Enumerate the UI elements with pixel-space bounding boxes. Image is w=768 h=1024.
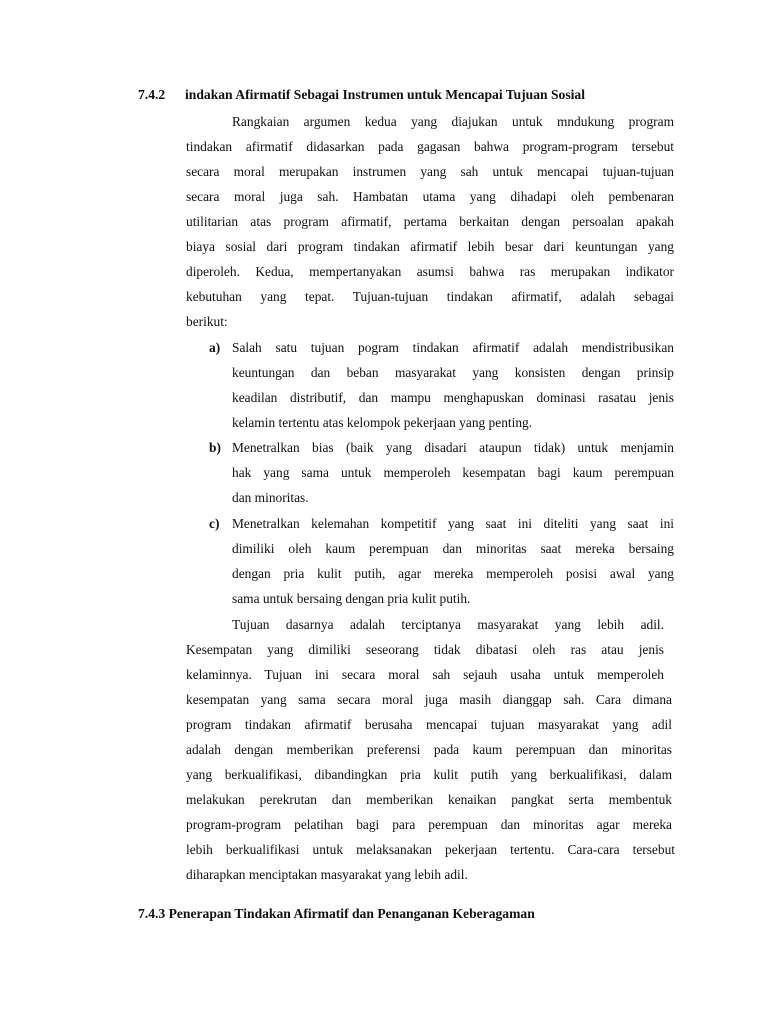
intro-line: berikut: xyxy=(186,314,228,329)
list-marker-b: b) xyxy=(209,440,221,455)
closing-line: Tujuan dasarnya adalah terciptanya masyarakat yang lebih adil. xyxy=(232,617,664,632)
closing-line: program tindakan afirmatif berusaha mencapai tujuan masyarakat yang adil xyxy=(186,717,672,732)
list-item-c-line: dimiliki oleh kaum perempuan dan minoritas saat mereka bersaing xyxy=(232,541,674,556)
intro-line: diperoleh. Kedua, mempertanyakan asumsi bahwa ras merupakan indikator xyxy=(186,264,674,279)
closing-line: melakukan perekrutan dan memberikan kenaikan pangkat serta membentuk xyxy=(186,792,672,807)
closing-line: adalah dengan memberikan preferensi pada kaum perempuan dan minoritas xyxy=(186,742,672,757)
closing-line: kesempatan yang sama secara moral juga masih dianggap sah. Cara dimana xyxy=(186,692,672,707)
closing-line: yang berkualifikasi, dibandingkan pria kulit putih yang berkualifikasi, dalam xyxy=(186,767,672,782)
closing-line: kelaminnya. Tujuan ini secara moral sah sejauh usaha untuk memperoleh xyxy=(186,667,664,682)
intro-line: secara moral juga sah. Hambatan utama yang dihadapi oleh pembenaran xyxy=(186,189,674,204)
list-item-c-line: dengan pria kulit putih, agar mereka memperoleh posisi awal yang xyxy=(232,566,674,581)
section-number: 7.4.2 xyxy=(138,87,166,102)
intro-line: tindakan afirmatif didasarkan pada gagasan bahwa program-program tersebut xyxy=(186,139,674,154)
list-item-b-line: Menetralkan bias (baik yang disadari ataupun tidak) untuk menjamin xyxy=(232,440,674,455)
list-item-a-line: Salah satu tujuan pogram tindakan afirmatif adalah mendistribusikan xyxy=(232,340,674,355)
list-item-b-line: dan minoritas. xyxy=(232,490,309,505)
section-heading-7-4-3: 7.4.3 Penerapan Tindakan Afirmatif dan Penanganan Keberagaman xyxy=(138,906,535,921)
intro-line: Rangkaian argumen kedua yang diajukan untuk mndukung program xyxy=(232,114,674,129)
intro-line: secara moral merupakan instrumen yang sah untuk mencapai tujuan-tujuan xyxy=(186,164,674,179)
closing-line: program-program pelatihan bagi para perempuan dan minoritas agar mereka xyxy=(186,817,672,832)
list-marker-c: c) xyxy=(209,516,220,531)
closing-line: lebih berkualifikasi untuk melaksanakan pekerjaan tertentu. Cara-cara tersebut xyxy=(186,842,675,857)
list-marker-a: a) xyxy=(209,340,221,355)
section-heading-7-4-2 xyxy=(138,87,585,103)
closing-line: Kesempatan yang dimiliki seseorang tidak dibatasi oleh ras atau jenis xyxy=(186,642,664,657)
list-item-a-line: keuntungan dan beban masyarakat yang konsisten dengan prinsip xyxy=(232,365,674,380)
list-item-a-line: kelamin tertentu atas kelompok pekerjaan yang penting. xyxy=(232,415,533,430)
list-item-c-line: Menetralkan kelemahan kompetitif yang saat ini diteliti yang saat ini xyxy=(232,516,674,531)
list-item-b-line: hak yang sama untuk memperoleh kesempatan bagi kaum perempuan xyxy=(232,465,674,480)
intro-line: utilitarian atas program afirmatif, pertama berkaitan dengan persoalan apakah xyxy=(186,214,674,229)
intro-line: biaya sosial dari program tindakan afirmatif lebih besar dari keuntungan yang xyxy=(186,239,674,254)
list-item-c-line: sama untuk bersaing dengan pria kulit putih. xyxy=(232,591,471,606)
closing-line: diharapkan menciptakan masyarakat yang lebih adil. xyxy=(186,867,468,882)
section-title: indakan Afirmatif Sebagai Instrumen untuk Mencapai Tujuan Sosial xyxy=(185,87,585,102)
intro-line: kebutuhan yang tepat. Tujuan-tujuan tindakan afirmatif, adalah sebagai xyxy=(186,289,674,304)
list-item-a-line: keadilan distributif, dan mampu menghapuskan dominasi rasatau jenis xyxy=(232,390,674,405)
